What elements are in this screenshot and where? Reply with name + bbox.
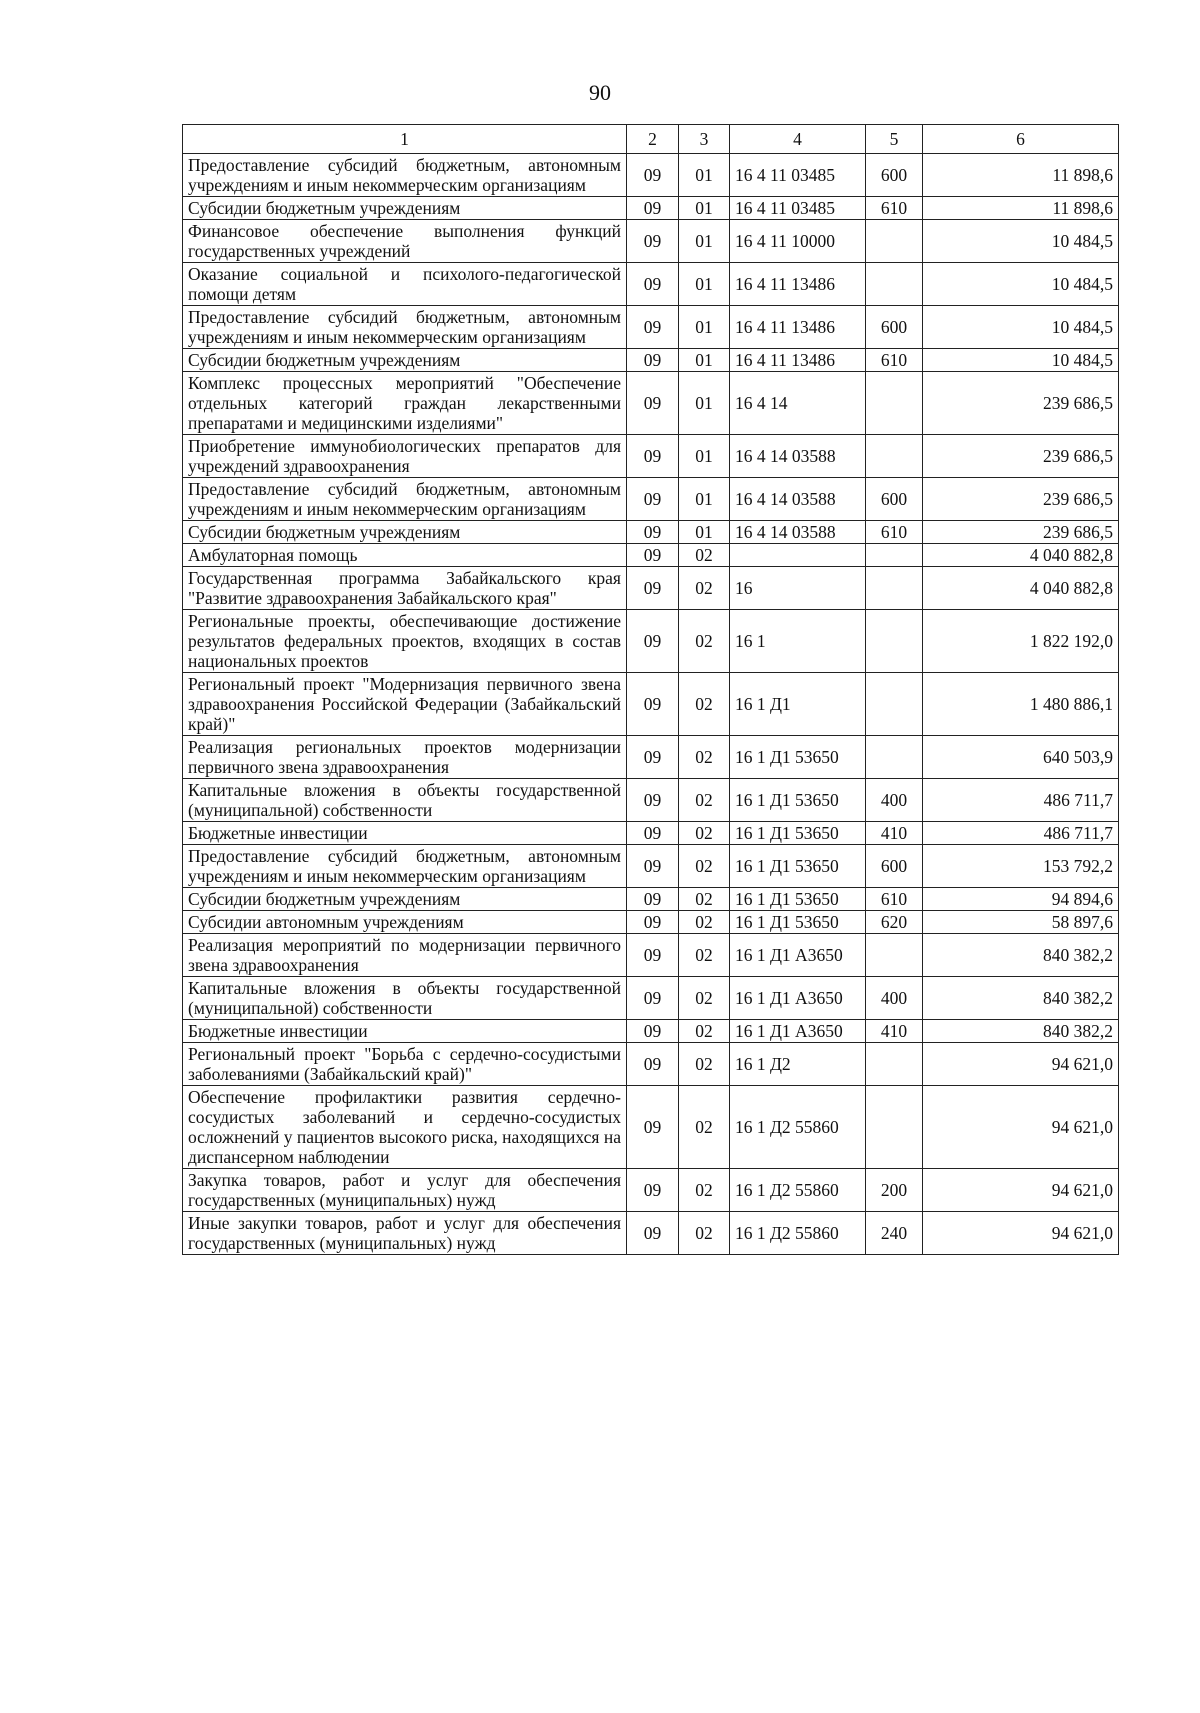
table-row (183, 977, 1119, 1020)
header-cell: 5 (866, 125, 923, 154)
amount-cell: 239 686,5 (923, 478, 1119, 521)
target-code-cell: 16 1 Д1 53650 (730, 822, 866, 845)
expense-type-cell: 410 (866, 1020, 923, 1043)
expense-type-cell (866, 934, 923, 977)
target-code-cell: 16 1 Д1 53650 (730, 736, 866, 779)
section-code-cell: 09 (627, 544, 679, 567)
expense-type-cell (866, 372, 923, 435)
amount-cell: 153 792,2 (923, 845, 1119, 888)
subsection-code-cell: 02 (679, 1169, 730, 1212)
header-row (183, 125, 1119, 154)
amount-cell: 58 897,6 (923, 911, 1119, 934)
amount-cell: 486 711,7 (923, 779, 1119, 822)
expense-type-cell (866, 610, 923, 673)
amount-cell: 1 822 192,0 (923, 610, 1119, 673)
amount-cell: 840 382,2 (923, 934, 1119, 977)
subsection-code-cell: 01 (679, 306, 730, 349)
table-body (183, 154, 1119, 1255)
table-row (183, 521, 1119, 544)
section-code-cell: 09 (627, 197, 679, 220)
table-row (183, 888, 1119, 911)
section-code-cell: 09 (627, 478, 679, 521)
section-code-cell: 09 (627, 1020, 679, 1043)
expense-type-cell: 240 (866, 1212, 923, 1255)
target-code-cell: 16 1 Д2 55860 (730, 1086, 866, 1169)
expense-type-cell: 600 (866, 845, 923, 888)
item-name-cell: Предоставление субсидий бюджетным, автономным учреждениям и иным некоммерческим организациям (183, 306, 627, 349)
item-name-cell: Региональный проект "Модернизация первичного звена здравоохранения Российской Федерации (Забайкальский край)" (183, 673, 627, 736)
table-row (183, 263, 1119, 306)
expense-type-cell: 200 (866, 1169, 923, 1212)
section-code-cell: 09 (627, 888, 679, 911)
amount-cell: 840 382,2 (923, 977, 1119, 1020)
amount-cell: 239 686,5 (923, 435, 1119, 478)
expense-type-cell (866, 263, 923, 306)
table-row (183, 567, 1119, 610)
expense-type-cell: 610 (866, 349, 923, 372)
section-code-cell: 09 (627, 521, 679, 544)
header-cell: 6 (923, 125, 1119, 154)
subsection-code-cell: 02 (679, 845, 730, 888)
table-row (183, 736, 1119, 779)
item-name-cell: Предоставление субсидий бюджетным, автономным учреждениям и иным некоммерческим организациям (183, 154, 627, 197)
table-row (183, 220, 1119, 263)
amount-cell: 1 480 886,1 (923, 673, 1119, 736)
item-name-cell: Реализация региональных проектов модернизации первичного звена здравоохранения (183, 736, 627, 779)
amount-cell: 10 484,5 (923, 220, 1119, 263)
expense-type-cell: 610 (866, 197, 923, 220)
amount-cell: 239 686,5 (923, 521, 1119, 544)
amount-cell: 11 898,6 (923, 154, 1119, 197)
subsection-code-cell: 01 (679, 435, 730, 478)
section-code-cell: 09 (627, 673, 679, 736)
target-code-cell: 16 4 11 13486 (730, 306, 866, 349)
section-code-cell: 09 (627, 1169, 679, 1212)
section-code-cell: 09 (627, 349, 679, 372)
table-row (183, 934, 1119, 977)
section-code-cell: 09 (627, 845, 679, 888)
expense-type-cell: 400 (866, 977, 923, 1020)
table-row (183, 544, 1119, 567)
section-code-cell: 09 (627, 911, 679, 934)
header-cell: 2 (627, 125, 679, 154)
target-code-cell: 16 1 Д1 А3650 (730, 1020, 866, 1043)
item-name-cell: Финансовое обеспечение выполнения функций государственных учреждений (183, 220, 627, 263)
item-name-cell: Бюджетные инвестиции (183, 1020, 627, 1043)
target-code-cell: 16 1 Д1 А3650 (730, 934, 866, 977)
expense-type-cell (866, 220, 923, 263)
expense-type-cell (866, 435, 923, 478)
subsection-code-cell: 01 (679, 154, 730, 197)
amount-cell: 486 711,7 (923, 822, 1119, 845)
target-code-cell: 16 1 Д2 55860 (730, 1169, 866, 1212)
target-code-cell (730, 544, 866, 567)
target-code-cell: 16 4 11 03485 (730, 154, 866, 197)
item-name-cell: Оказание социальной и психолого-педагогической помощи детям (183, 263, 627, 306)
amount-cell: 94 621,0 (923, 1212, 1119, 1255)
subsection-code-cell: 02 (679, 1020, 730, 1043)
section-code-cell: 09 (627, 1212, 679, 1255)
table-row (183, 197, 1119, 220)
section-code-cell: 09 (627, 1043, 679, 1086)
table-row (183, 845, 1119, 888)
item-name-cell: Иные закупки товаров, работ и услуг для обеспечения государственных (муниципальных) нужд (183, 1212, 627, 1255)
target-code-cell: 16 4 14 03588 (730, 478, 866, 521)
item-name-cell: Реализация мероприятий по модернизации первичного звена здравоохранения (183, 934, 627, 977)
amount-cell: 94 621,0 (923, 1169, 1119, 1212)
expense-type-cell: 600 (866, 478, 923, 521)
table-row (183, 673, 1119, 736)
amount-cell: 840 382,2 (923, 1020, 1119, 1043)
amount-cell: 94 621,0 (923, 1086, 1119, 1169)
subsection-code-cell: 02 (679, 822, 730, 845)
subsection-code-cell: 02 (679, 911, 730, 934)
target-code-cell: 16 1 Д2 55860 (730, 1212, 866, 1255)
target-code-cell: 16 4 11 13486 (730, 263, 866, 306)
expense-type-cell: 610 (866, 521, 923, 544)
table-row (183, 435, 1119, 478)
table-row (183, 154, 1119, 197)
page-number: 90 (589, 80, 611, 105)
section-code-cell: 09 (627, 977, 679, 1020)
item-name-cell: Субсидии бюджетным учреждениям (183, 349, 627, 372)
table-row (183, 372, 1119, 435)
item-name-cell: Субсидии автономным учреждениям (183, 911, 627, 934)
subsection-code-cell: 01 (679, 263, 730, 306)
expense-type-cell (866, 736, 923, 779)
subsection-code-cell: 01 (679, 197, 730, 220)
expense-type-cell (866, 1086, 923, 1169)
amount-cell: 239 686,5 (923, 372, 1119, 435)
expense-type-cell: 610 (866, 888, 923, 911)
subsection-code-cell: 02 (679, 779, 730, 822)
item-name-cell: Закупка товаров, работ и услуг для обеспечения государственных (муниципальных) нужд (183, 1169, 627, 1212)
target-code-cell: 16 4 14 03588 (730, 521, 866, 544)
subsection-code-cell: 02 (679, 673, 730, 736)
expense-type-cell: 600 (866, 306, 923, 349)
amount-cell: 10 484,5 (923, 349, 1119, 372)
subsection-code-cell: 02 (679, 1086, 730, 1169)
amount-cell: 11 898,6 (923, 197, 1119, 220)
expense-type-cell: 620 (866, 911, 923, 934)
section-code-cell: 09 (627, 934, 679, 977)
table-row (183, 1086, 1119, 1169)
header-cell: 4 (730, 125, 866, 154)
section-code-cell: 09 (627, 1086, 679, 1169)
subsection-code-cell: 02 (679, 1212, 730, 1255)
section-code-cell: 09 (627, 610, 679, 673)
target-code-cell: 16 4 14 (730, 372, 866, 435)
budget-table (182, 124, 1119, 1255)
amount-cell: 10 484,5 (923, 263, 1119, 306)
subsection-code-cell: 01 (679, 220, 730, 263)
item-name-cell: Субсидии бюджетным учреждениям (183, 888, 627, 911)
item-name-cell: Предоставление субсидий бюджетным, автономным учреждениям и иным некоммерческим организациям (183, 478, 627, 521)
item-name-cell: Обеспечение профилактики развития сердечно-сосудистых заболеваний и сердечно-сосудистых осложнений у пациентов высокого риска, находящихся на диспансерном наблюдении (183, 1086, 627, 1169)
target-code-cell: 16 (730, 567, 866, 610)
item-name-cell: Государственная программа Забайкальского края "Развитие здравоохранения Забайкальского края" (183, 567, 627, 610)
subsection-code-cell: 02 (679, 977, 730, 1020)
subsection-code-cell: 02 (679, 544, 730, 567)
amount-cell: 640 503,9 (923, 736, 1119, 779)
item-name-cell: Капитальные вложения в объекты государственной (муниципальной) собственности (183, 779, 627, 822)
target-code-cell: 16 4 11 13486 (730, 349, 866, 372)
expense-type-cell (866, 567, 923, 610)
table-row (183, 1043, 1119, 1086)
target-code-cell: 16 4 11 03485 (730, 197, 866, 220)
section-code-cell: 09 (627, 372, 679, 435)
table-row (183, 478, 1119, 521)
table-row (183, 1169, 1119, 1212)
amount-cell: 94 621,0 (923, 1043, 1119, 1086)
subsection-code-cell: 02 (679, 934, 730, 977)
item-name-cell: Капитальные вложения в объекты государственной (муниципальной) собственности (183, 977, 627, 1020)
section-code-cell: 09 (627, 567, 679, 610)
header-cell: 3 (679, 125, 730, 154)
item-name-cell: Комплекс процессных мероприятий "Обеспечение отдельных категорий граждан лекарственными препаратами и медицинскими изделиями" (183, 372, 627, 435)
table-row (183, 306, 1119, 349)
section-code-cell: 09 (627, 220, 679, 263)
item-name-cell: Амбулаторная помощь (183, 544, 627, 567)
expense-type-cell (866, 1043, 923, 1086)
subsection-code-cell: 01 (679, 372, 730, 435)
table-row (183, 1212, 1119, 1255)
item-name-cell: Региональные проекты, обеспечивающие достижение результатов федеральных проектов, входящих в состав национальных проектов (183, 610, 627, 673)
subsection-code-cell: 01 (679, 478, 730, 521)
target-code-cell: 16 1 Д1 53650 (730, 845, 866, 888)
item-name-cell: Субсидии бюджетным учреждениям (183, 197, 627, 220)
expense-type-cell: 410 (866, 822, 923, 845)
table-row (183, 779, 1119, 822)
item-name-cell: Бюджетные инвестиции (183, 822, 627, 845)
section-code-cell: 09 (627, 306, 679, 349)
item-name-cell: Региональный проект "Борьба с сердечно-сосудистыми заболеваниями (Забайкальский край)" (183, 1043, 627, 1086)
target-code-cell: 16 4 11 10000 (730, 220, 866, 263)
subsection-code-cell: 02 (679, 1043, 730, 1086)
item-name-cell: Приобретение иммунобиологических препаратов для учреждений здравоохранения (183, 435, 627, 478)
table-row (183, 1020, 1119, 1043)
section-code-cell: 09 (627, 822, 679, 845)
item-name-cell: Субсидии бюджетным учреждениям (183, 521, 627, 544)
header-cell: 1 (183, 125, 627, 154)
amount-cell: 4 040 882,8 (923, 544, 1119, 567)
expense-type-cell (866, 673, 923, 736)
expense-type-cell (866, 544, 923, 567)
section-code-cell: 09 (627, 263, 679, 306)
amount-cell: 10 484,5 (923, 306, 1119, 349)
table-row (183, 349, 1119, 372)
target-code-cell: 16 1 Д1 А3650 (730, 977, 866, 1020)
target-code-cell: 16 1 Д1 53650 (730, 888, 866, 911)
section-code-cell: 09 (627, 435, 679, 478)
table-row (183, 610, 1119, 673)
subsection-code-cell: 02 (679, 736, 730, 779)
expense-type-cell: 600 (866, 154, 923, 197)
amount-cell: 94 894,6 (923, 888, 1119, 911)
table-row (183, 911, 1119, 934)
item-name-cell: Предоставление субсидий бюджетным, автономным учреждениям и иным некоммерческим организациям (183, 845, 627, 888)
subsection-code-cell: 01 (679, 521, 730, 544)
subsection-code-cell: 01 (679, 349, 730, 372)
target-code-cell: 16 1 Д2 (730, 1043, 866, 1086)
subsection-code-cell: 02 (679, 567, 730, 610)
target-code-cell: 16 1 Д1 53650 (730, 911, 866, 934)
target-code-cell: 16 1 Д1 53650 (730, 779, 866, 822)
amount-cell: 4 040 882,8 (923, 567, 1119, 610)
target-code-cell: 16 1 Д1 (730, 673, 866, 736)
expense-type-cell: 400 (866, 779, 923, 822)
target-code-cell: 16 1 (730, 610, 866, 673)
section-code-cell: 09 (627, 736, 679, 779)
target-code-cell: 16 4 14 03588 (730, 435, 866, 478)
subsection-code-cell: 02 (679, 610, 730, 673)
table-row (183, 822, 1119, 845)
section-code-cell: 09 (627, 779, 679, 822)
subsection-code-cell: 02 (679, 888, 730, 911)
section-code-cell: 09 (627, 154, 679, 197)
